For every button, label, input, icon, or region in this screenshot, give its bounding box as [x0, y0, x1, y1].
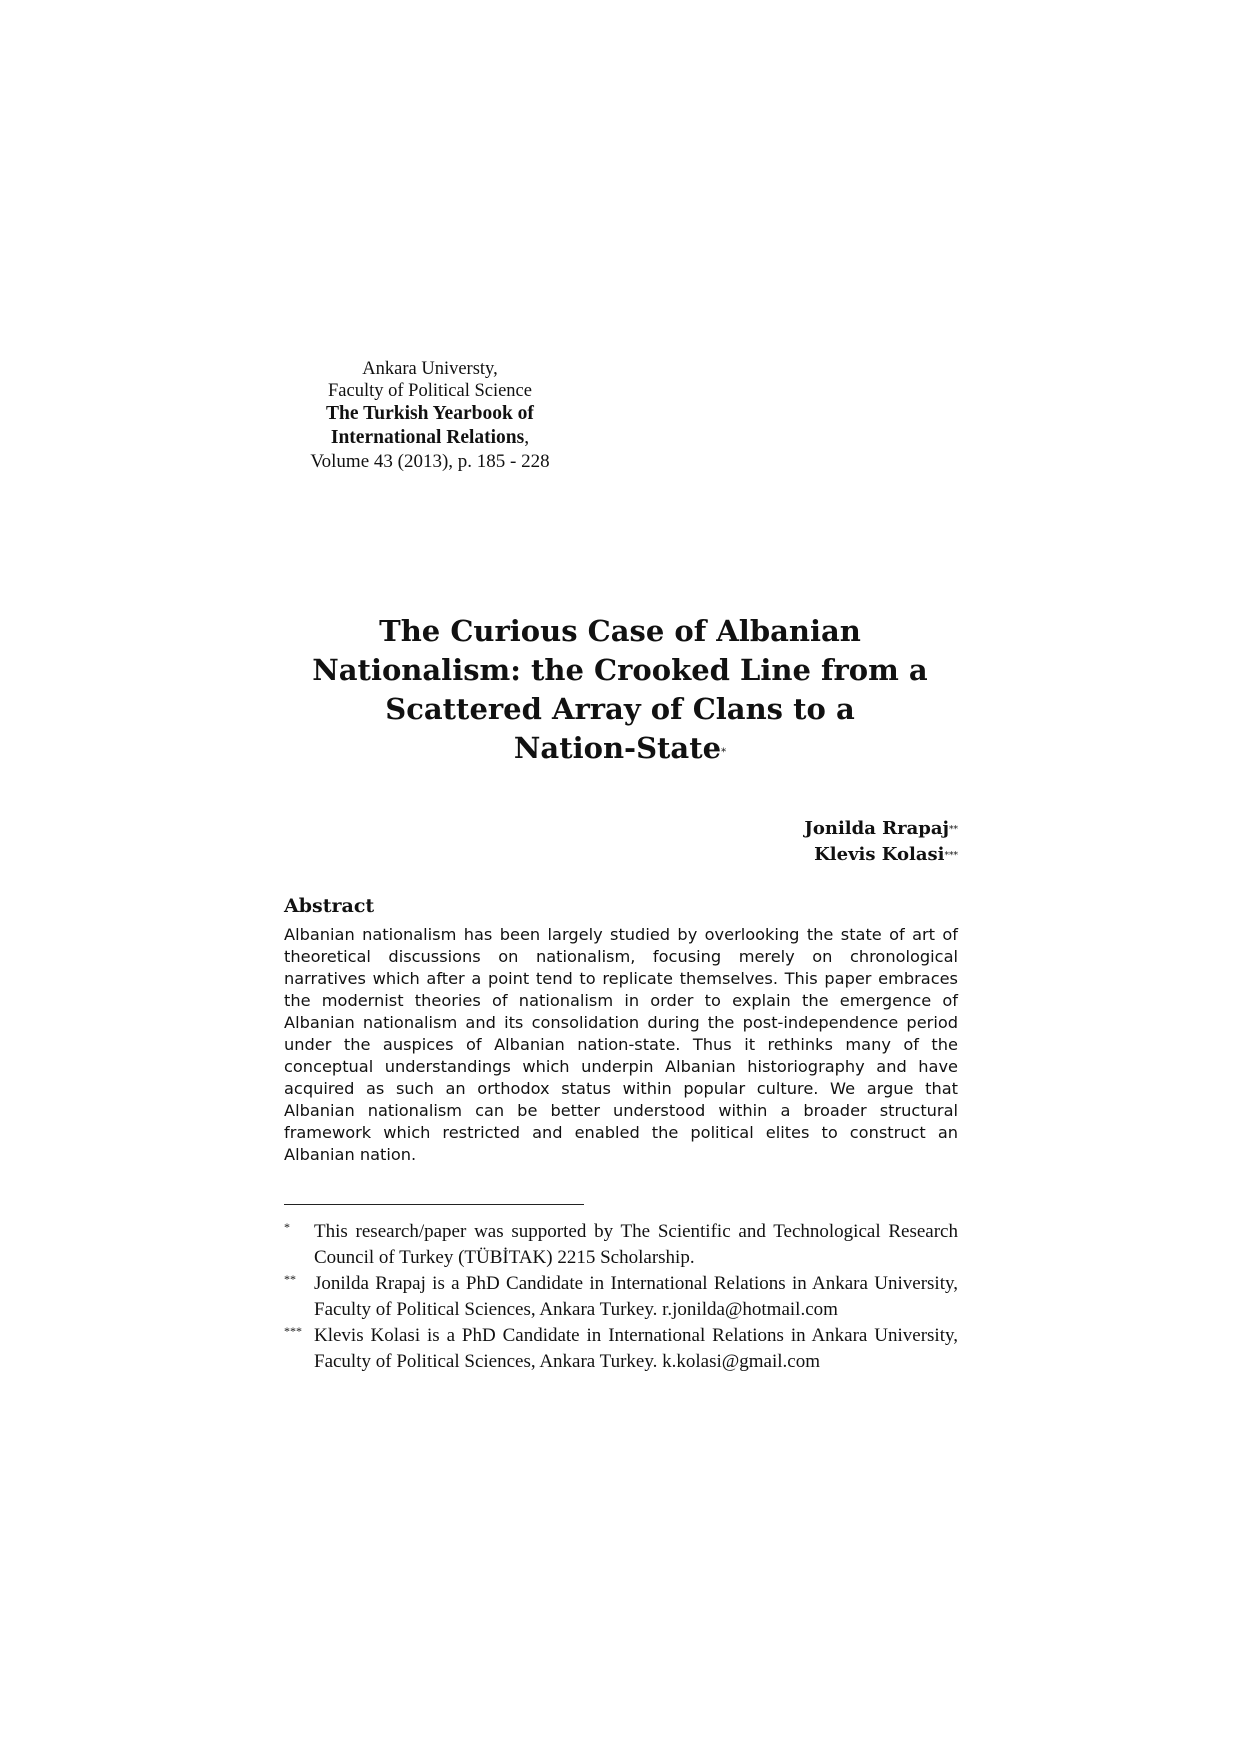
title-line-4: Nation-State: [513, 731, 722, 765]
abstract-text: Albanian nationalism has been largely studied by overlooking the state of art of theoretical discussions on nationalism, focusing merely on chronological narratives which after a point tend to replicate themselves. This paper embraces the modernist theories of nationalism in order to explain the emergence of Albanian nationalism and its consolidation during the post-independence period under the auspices of Albanian nation-state. Thus it rethinks many of the conceptual understandings which underpin Albanian historiography and have acquired as such an orthodox status within popular culture. We argue that Albanian nationalism can be better understood within a broader structural framework which restricted and enabled the political elites to construct an Albanian nation.: [284, 925, 958, 1164]
footnote-divider: [284, 1204, 584, 1205]
faculty-name: Faculty of Political Science: [328, 381, 532, 401]
footnote-2: [284, 1271, 958, 1323]
title-footnote-mark[interactable]: *: [721, 747, 727, 758]
author-list: [600, 816, 958, 868]
footnote-3: [284, 1323, 958, 1375]
author-1: [600, 816, 958, 842]
title-line-1: The Curious Case of Albanian: [379, 614, 861, 648]
footnote-3-mark: ***: [284, 1324, 302, 1338]
footnote-2-text: Jonilda Rrapaj is a PhD Candidate in International Relations in Ankara University, Faculty of Political Sciences, Ankara Turkey. r.jonilda@hotmail.com: [314, 1273, 958, 1320]
journal-title-line2: [260, 426, 600, 450]
author-2-name: Klevis Kolasi: [814, 844, 945, 865]
paper-title: [240, 612, 1000, 768]
author-2: [600, 842, 958, 868]
title-line-2: Nationalism: the Crooked Line from a: [312, 653, 928, 687]
journal-title-line1: The Turkish Yearbook of: [326, 403, 534, 424]
author-2-footnote-mark[interactable]: ***: [944, 851, 958, 861]
abstract-heading: Abstract: [284, 895, 375, 917]
footnote-2-mark: **: [284, 1272, 296, 1286]
author-1-footnote-mark[interactable]: **: [949, 825, 958, 835]
title-line-3: Scattered Array of Clans to a: [385, 692, 855, 726]
footnotes: [284, 1219, 958, 1375]
footnote-1: [284, 1219, 958, 1271]
journal-header: [260, 358, 600, 474]
journal-title-comma: ,: [524, 427, 530, 448]
footnote-1-text: This research/paper was supported by The Scientific and Technological Research Council of Turkey (TÜBİTAK) 2215 Scholarship.: [314, 1221, 958, 1268]
footnote-3-text: Klevis Kolasi is a PhD Candidate in International Relations in Ankara University, Faculty of Political Sciences, Ankara Turkey. k.kolasi@gmail.com: [314, 1325, 958, 1372]
journal-title-line2-text: International Relations: [330, 427, 525, 448]
volume-info: Volume 43 (2013), p. 185 - 228: [310, 451, 550, 472]
institution-name: Ankara Universty,: [362, 359, 498, 379]
footnote-1-mark: *: [284, 1220, 290, 1234]
author-1-name: Jonilda Rrapaj: [804, 818, 949, 839]
